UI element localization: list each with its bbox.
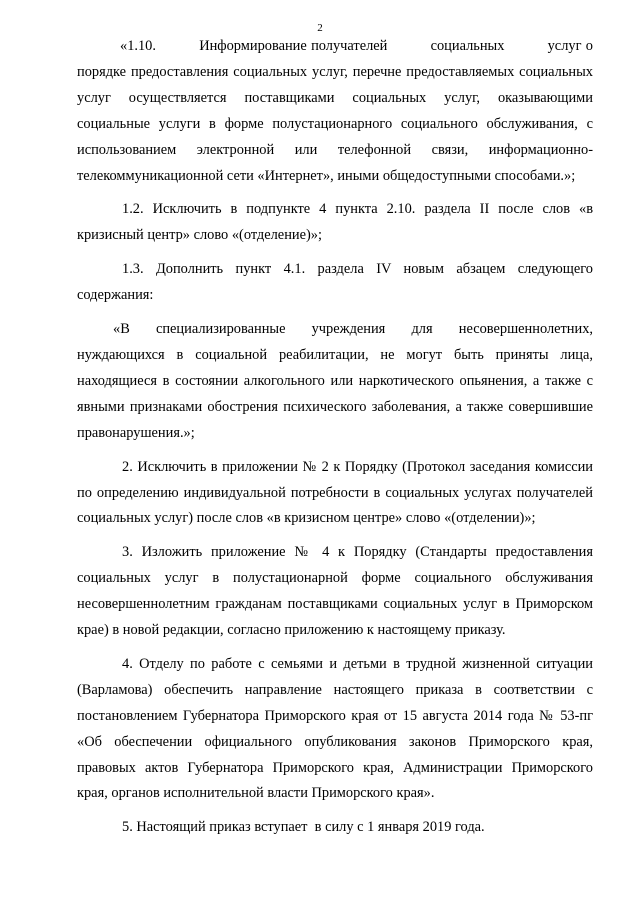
document-body <box>77 34 597 841</box>
paragraph-4: 4. Отделу по работе с семьями и детьми в трудной жизненной ситуации (Варламова) обеспечить направление настоящего приказа в соответствии с постановлением Губернатора Приморского края от 15 августа 2014 года № 53-пг «Об обеспечении официального опубликования законов Приморского края, правовых актов Губернатора Приморского края, Администрации Приморского края, органов исполнительной власти Приморского края». <box>77 655 593 802</box>
paragraph-quote: «В специализированные учреждения для несовершеннолетних, нуждающихся в социальной реабилитации, не могут быть приняты лица, находящиеся в состоянии алкогольного или наркотического опьянения, а также с явными признаками обострения психического заболевания, а также совершившие правонарушения.»; <box>77 321 593 441</box>
paragraph-3: 3. Изложить приложение № 4 к Порядку (Стандарты предоставления социальных услуг в полустационарной форме социального обслуживания несовершеннолетним гражданам поставщиками социальных услуг в Приморском крае) в новой редакции, согласно приложению к настоящему приказу. <box>77 544 593 639</box>
paragraph-1-3: 1.3. Дополнить пункт 4.1. раздела IV новым абзацем следующего содержания: <box>77 261 593 304</box>
paragraph-2: 2. Исключить в приложении № 2 к Порядку (Протокол заседания комиссии по определению индивидуальной потребности в социальных услугах получателей социальных услуг) после слов «в кризисном центре» слово «(отделении)»; <box>77 458 593 527</box>
paragraph-5: 5. Настоящий приказ вступает в силу с 1 января 2019 года. <box>122 819 485 836</box>
paragraph-1-2: 1.2. Исключить в подпункте 4 пункта 2.10. раздела II после слов «в кризисный центр» слово «(отделение)»; <box>77 201 593 244</box>
paragraph-1-10: «1.10. Информирование получателей социальных услуг о порядке предоставления социальных услуг, перечне предоставляемых социальных услуг осуществляется поставщиками социальных услуг, оказывающими социальные услуги в форме полустационарного социального обслуживания, с использованием электронной или телефонной связи, информационно-телекоммуникационной сети «Интернет», иными общедоступными способами.»; <box>77 38 597 184</box>
page-number: 2 <box>317 22 323 34</box>
